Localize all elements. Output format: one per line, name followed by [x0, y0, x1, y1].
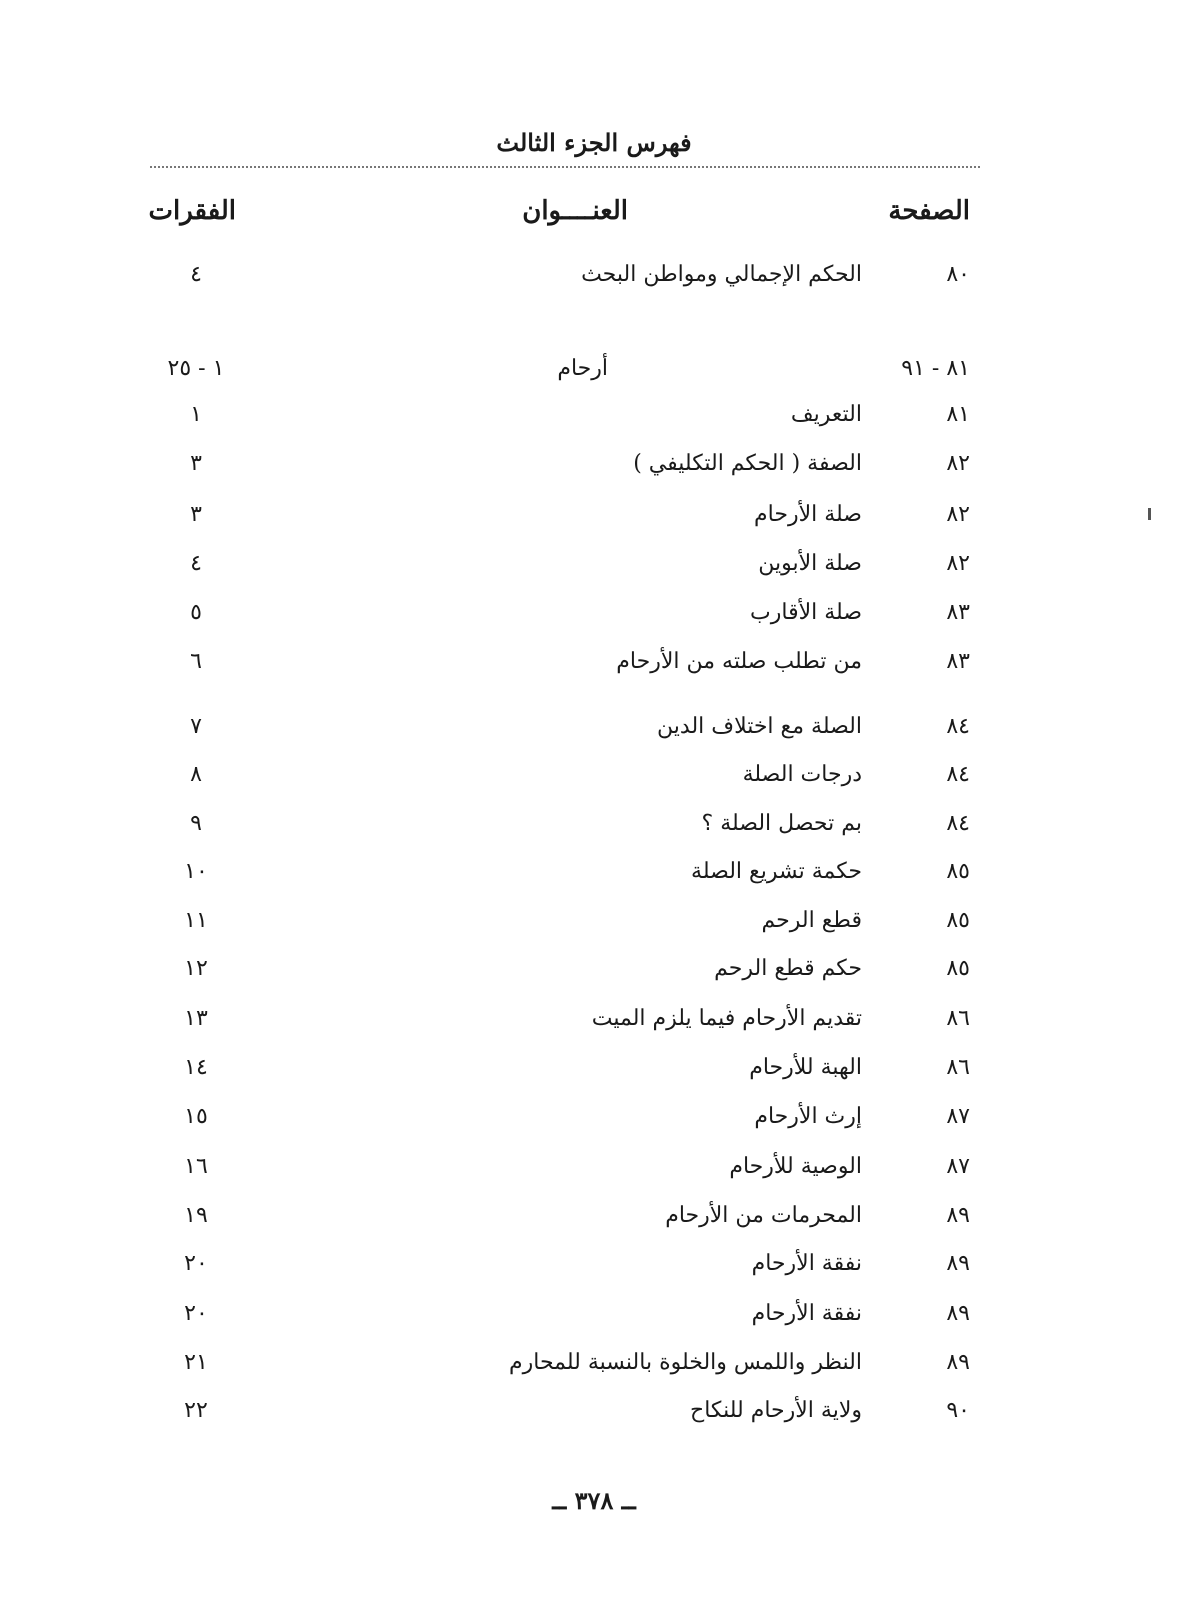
entry-title: صلة الأبوين: [758, 551, 862, 576]
entry-paragraphs: ٥: [190, 600, 202, 625]
index-row: [0, 811, 1188, 851]
entry-page: ٨١: [946, 402, 970, 427]
entry-title: بم تحصل الصلة ؟: [701, 811, 862, 836]
index-row: [0, 1203, 1188, 1243]
entry-page: ٨٧: [946, 1104, 970, 1129]
entry-paragraphs: ٣: [190, 451, 202, 476]
entry-title: أرحام: [557, 356, 608, 381]
entry-title: صلة الأقارب: [750, 600, 862, 625]
entry-title: الحكم الإجمالي ومواطن البحث: [581, 262, 862, 287]
entry-page: ٨٩: [946, 1203, 970, 1228]
index-row: [0, 1055, 1188, 1095]
entry-paragraphs: ١٢: [184, 956, 208, 981]
entry-page: ٨٦: [946, 1055, 970, 1080]
entry-title: الصفة ( الحكم التكليفي ): [633, 451, 862, 476]
entry-paragraphs: ٢٠: [184, 1251, 208, 1276]
index-row: [0, 762, 1188, 802]
margin-speck: [1148, 508, 1151, 520]
entry-paragraphs: ١٠: [184, 859, 208, 884]
entry-paragraphs: ١٥: [184, 1104, 208, 1129]
entry-page: ٨٩: [946, 1350, 970, 1375]
entry-page: ٨٣: [946, 649, 970, 674]
entry-page: ٨٩: [946, 1301, 970, 1326]
entry-page: ٨٥: [946, 956, 970, 981]
entry-title: التعريف: [790, 402, 862, 427]
column-header-page: الصفحة: [888, 196, 970, 226]
index-row: [0, 1251, 1188, 1291]
entry-page: ٨٥: [946, 908, 970, 933]
index-row: [0, 649, 1188, 689]
entry-paragraphs: ١٩: [184, 1203, 208, 1228]
entry-page: ٨١ - ٩١: [901, 356, 970, 381]
entry-title: الصلة مع اختلاف الدين: [657, 714, 862, 739]
entry-title: الهبة للأرحام: [749, 1055, 862, 1080]
index-row: [0, 1350, 1188, 1390]
index-row: [0, 1154, 1188, 1194]
index-row: [0, 502, 1188, 542]
footer-page-number: ــ ٣٧٨ ــ: [552, 1486, 636, 1515]
index-row-section: [0, 356, 1188, 396]
entry-page: ٨٠: [946, 262, 970, 287]
entry-page: ٨٦: [946, 1006, 970, 1031]
entry-title: تقديم الأرحام فيما يلزم الميت: [591, 1006, 862, 1031]
index-row: [0, 600, 1188, 640]
entry-title: من تطلب صلته من الأرحام: [616, 649, 862, 674]
entry-page: ٨٢: [946, 551, 970, 576]
entry-page: ٨٧: [946, 1154, 970, 1179]
index-row: [0, 1301, 1188, 1341]
index-row: [0, 1104, 1188, 1144]
column-header-title: العنــــوان: [522, 196, 628, 226]
entry-paragraphs: ٧: [190, 714, 202, 739]
entry-title: نفقة الأرحام: [751, 1301, 862, 1326]
entry-page: ٨٢: [946, 451, 970, 476]
entry-paragraphs: ٩: [190, 811, 202, 836]
entry-title: درجات الصلة: [742, 762, 862, 787]
entry-paragraphs: ١٤: [184, 1055, 208, 1080]
entry-paragraphs: ٨: [190, 762, 202, 787]
entry-title: ولاية الأرحام للنكاح: [690, 1398, 862, 1423]
entry-page: ٨٥: [946, 859, 970, 884]
index-row: [0, 402, 1188, 442]
index-row: [0, 1398, 1188, 1438]
index-row: [0, 551, 1188, 591]
entry-title: صلة الأرحام: [754, 502, 862, 527]
index-row: [0, 908, 1188, 948]
entry-paragraphs: ٤: [190, 262, 202, 287]
entry-paragraphs: ١: [190, 402, 202, 427]
entry-paragraphs: ٣: [190, 502, 202, 527]
entry-page: ٨٤: [946, 811, 970, 836]
entry-title: حكم قطع الرحم: [714, 956, 862, 981]
entry-paragraphs: ١٦: [184, 1154, 208, 1179]
entry-title: المحرمات من الأرحام: [665, 1203, 862, 1228]
entry-paragraphs: ٢٢: [184, 1398, 208, 1423]
index-row: [0, 262, 1188, 302]
entry-page: ٩٠: [946, 1398, 970, 1423]
entry-paragraphs: ١٣: [184, 1006, 208, 1031]
entry-paragraphs: ٢٠: [184, 1301, 208, 1326]
entry-page: ٨٣: [946, 600, 970, 625]
entry-page: ٨٤: [946, 714, 970, 739]
entry-paragraphs: ٤: [190, 551, 202, 576]
entry-page: ٨٢: [946, 502, 970, 527]
entry-paragraphs: ١ - ٢٥: [167, 356, 225, 381]
index-row: [0, 1006, 1188, 1046]
entry-paragraphs: ٦: [190, 649, 202, 674]
entry-page: ٨٩: [946, 1251, 970, 1276]
entry-title: إرث الأرحام: [754, 1104, 862, 1129]
entry-title: نفقة الأرحام: [751, 1251, 862, 1276]
entry-title: قطع الرحم: [761, 908, 862, 933]
index-row: [0, 451, 1188, 491]
entry-page: ٨٤: [946, 762, 970, 787]
page-header-title: فهرس الجزء الثالث: [496, 128, 692, 157]
entry-title: الوصية للأرحام: [729, 1154, 862, 1179]
column-header-paragraphs: الفقرات: [148, 196, 236, 226]
entry-title: حكمة تشريع الصلة: [691, 859, 862, 884]
index-row: [0, 859, 1188, 899]
index-row: [0, 956, 1188, 996]
entry-paragraphs: ٢١: [184, 1350, 208, 1375]
index-row: [0, 714, 1188, 754]
entry-title: النظر واللمس والخلوة بالنسبة للمحارم: [509, 1350, 862, 1375]
entry-paragraphs: ١١: [184, 908, 208, 933]
